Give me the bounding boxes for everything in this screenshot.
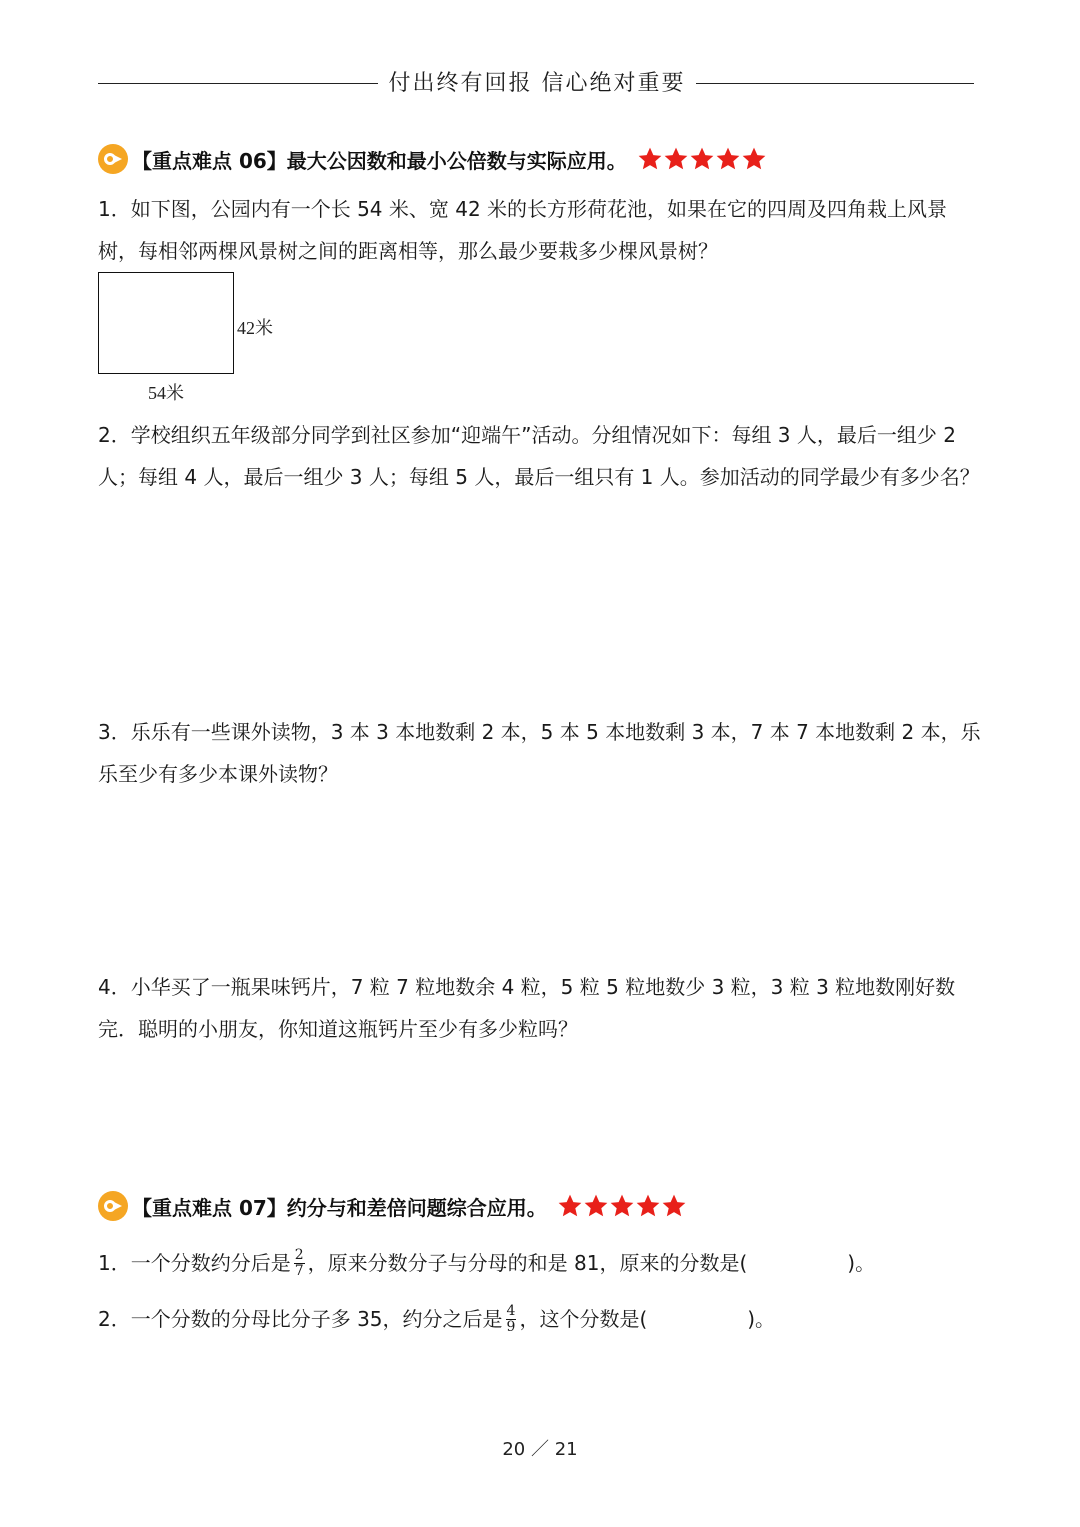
star-icon <box>557 1193 583 1219</box>
s7-q1-suffix: ，原来分数分子与分母的和是 81，原来的分数是( )。 <box>307 1251 876 1275</box>
question-2-text: 2．学校组织五年级部分同学到社区参加“迎端午”活动。分组情况如下：每组 3 人，最后一组少 2 人；每组 4 人，最后一组少 3 人；每组 5 人，最后一组只有 1 人。参加活动的同学最少有多少名？ <box>98 423 980 489</box>
section-06-heading <box>98 142 767 176</box>
orange-arrow-circle-icon <box>98 1191 128 1221</box>
header-rule-left <box>98 83 380 84</box>
star-icon <box>609 1193 635 1219</box>
question-4-text: 4．小华买了一瓶果味钙片，7 粒 7 粒地数余 4 粒，5 粒 5 粒地数少 3 粒，3 粒 3 粒地数刚好数完．聪明的小朋友，你知道这瓶钙片至少有多少粒吗？ <box>98 975 956 1041</box>
question-3-text: 3．乐乐有一些课外读物，3 本 3 本地数剩 2 本，5 本 5 本地数剩 3 本，7 本 7 本地数剩 2 本，乐乐至少有多少本课外读物？ <box>98 720 981 786</box>
s7-q2-fraction <box>506 1304 517 1335</box>
star-icon <box>583 1193 609 1219</box>
star-icon <box>715 146 741 172</box>
section-07-title: 【重点难点 07】约分与和差倍问题综合应用。 <box>132 1195 547 1220</box>
section-07-heading <box>98 1189 687 1223</box>
star-icon <box>741 146 767 172</box>
fraction-numerator: 4 <box>506 1302 516 1319</box>
figure-length-label: 54米 <box>148 383 184 403</box>
star-icon <box>689 146 715 172</box>
star-icon <box>663 146 689 172</box>
rating-stars <box>637 146 767 172</box>
question-1-text: 1．如下图，公园内有一个长 54 米、宽 42 米的长方形荷花池，如果在它的四周及四角栽上风景树，每相邻两棵风景树之间的距离相等，那么最少要栽多少棵风景树？ <box>98 197 948 263</box>
s7-q2-prefix: 2．一个分数的分母比分子多 35，约分之后是 <box>98 1307 503 1331</box>
s7-q2-suffix: ，这个分数是( )。 <box>519 1307 776 1331</box>
s7-q1-fraction <box>294 1248 305 1279</box>
figure-width-label: 42米 <box>237 318 273 338</box>
s7-q1-prefix: 1．一个分数约分后是 <box>98 1251 291 1275</box>
page-number: 20 ／ 21 <box>502 1439 578 1460</box>
star-icon <box>661 1193 687 1219</box>
section-06-title: 【重点难点 06】最大公因数和最小公倍数与实际应用。 <box>132 148 627 173</box>
fraction-denominator: 7 <box>294 1262 304 1279</box>
star-icon <box>635 1193 661 1219</box>
header-rule-right <box>694 83 974 84</box>
rating-stars <box>557 1193 687 1219</box>
orange-arrow-circle-icon <box>98 144 128 174</box>
header-motto: 付出终有回报 信心绝对重要 <box>378 66 696 97</box>
star-icon <box>637 146 663 172</box>
s7-question-2 <box>98 1298 775 1340</box>
fraction-denominator: 9 <box>506 1318 516 1335</box>
fraction-numerator: 2 <box>294 1246 304 1263</box>
s7-question-1 <box>98 1242 875 1284</box>
pond-rectangle-figure <box>98 272 234 374</box>
